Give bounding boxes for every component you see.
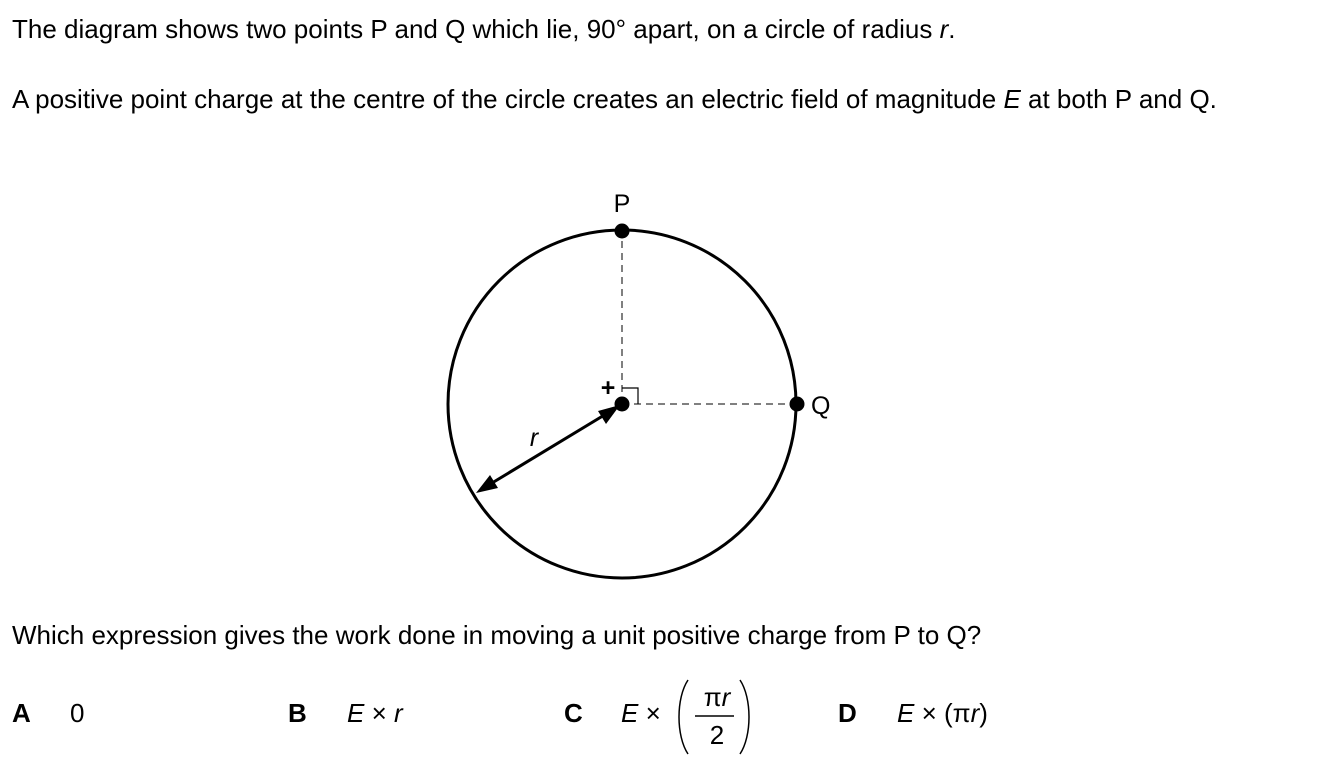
- option-c-times: ×: [638, 698, 661, 728]
- question-prompt: Which expression gives the work done in moving a unit positive charge from P to Q?: [12, 620, 982, 650]
- option-c-numerator: [681, 682, 753, 712]
- option-b-times: ×: [364, 698, 394, 728]
- option-d-times: × (: [914, 698, 953, 728]
- option-b-letter: B: [288, 698, 307, 728]
- radius-arrow-shaft: [492, 414, 606, 483]
- option-c-pi: π: [703, 682, 722, 712]
- option-c-prefix: [621, 696, 661, 730]
- option-b-field: E: [347, 698, 365, 728]
- option-a-letter: A: [12, 698, 31, 728]
- label-r: r: [529, 424, 539, 452]
- option-b-radius: r: [393, 698, 403, 728]
- option-d-letter: D: [838, 698, 857, 728]
- intro-end: .: [948, 14, 956, 44]
- option-c-field: E: [621, 698, 639, 728]
- option-c-radius: r: [721, 682, 731, 712]
- label-q: Q: [811, 392, 831, 420]
- arrowhead-edge: [476, 475, 498, 493]
- option-c-letter: C: [564, 698, 583, 728]
- option-c-denominator: 2: [709, 720, 725, 750]
- center-charge-dot: [615, 397, 630, 412]
- field-symbol: E: [1003, 84, 1021, 114]
- option-d-close: ): [979, 698, 988, 728]
- option-d-value: [897, 696, 988, 730]
- option-d-pi: π: [952, 698, 971, 728]
- option-d-field: E: [897, 698, 915, 728]
- point-p-dot: [615, 224, 630, 239]
- radius-symbol: r: [939, 14, 949, 44]
- option-b-value: [347, 696, 403, 730]
- option-d-radius: r: [970, 698, 980, 728]
- intro-text: The diagram shows two points P and Q which lie, 90° apart, on a circle of radius: [12, 14, 940, 44]
- label-plus: +: [600, 374, 616, 402]
- field-text-end: at both P and Q.: [1020, 84, 1217, 114]
- option-a-value: 0: [70, 698, 85, 728]
- label-p: P: [613, 190, 631, 218]
- field-text: A positive point charge at the centre of the circle creates an electric field of magnitude: [12, 84, 1004, 114]
- option-c-fraction: [681, 676, 753, 758]
- point-q-dot: [790, 397, 805, 412]
